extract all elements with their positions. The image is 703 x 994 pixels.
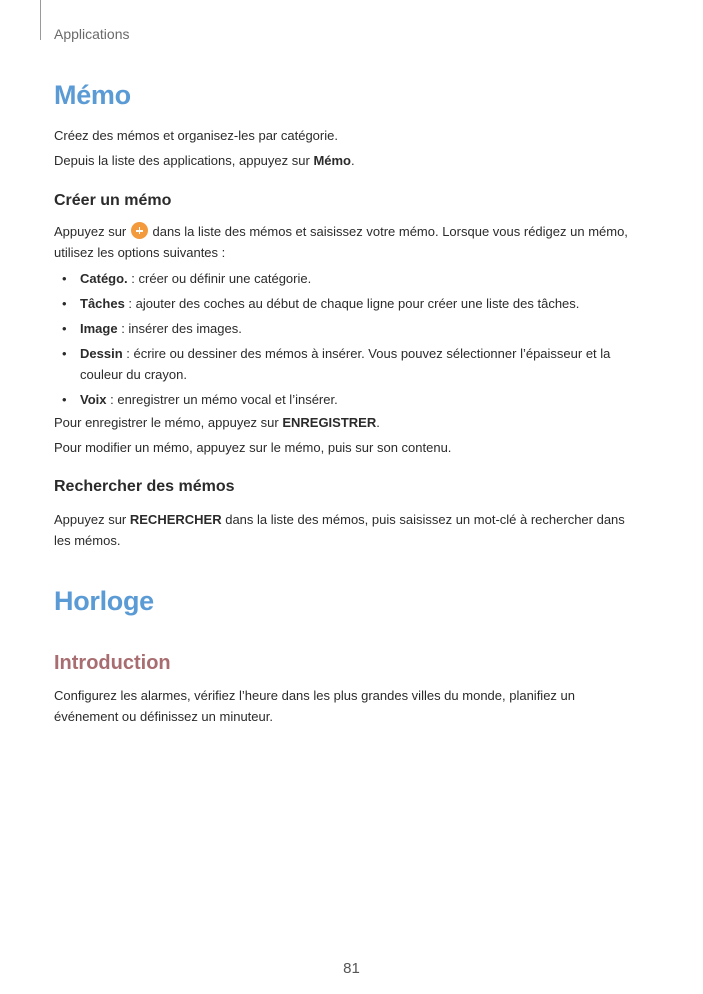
search-memo-paragraph <box>54 509 644 551</box>
option-desc: : écrire ou dessiner des mémos à insérer. Vous pouvez sélectionner l’épaisseur et la couleur du crayon. <box>80 346 611 382</box>
introduction-heading: Introduction <box>54 652 171 674</box>
text: dans la liste des mémos, puis saisissez un mot-clé à rechercher dans les mémos. <box>54 512 625 548</box>
text: . <box>351 153 355 168</box>
text: Pour enregistrer le mémo, appuyez sur <box>54 415 283 430</box>
save-instruction <box>54 412 654 433</box>
clock-title: Horloge <box>54 586 154 616</box>
memo-title: Mémo <box>54 80 131 110</box>
bullet: • <box>62 392 67 407</box>
memo-intro-2 <box>54 150 654 171</box>
bullet: • <box>62 321 67 336</box>
option-desc: : insérer des images. <box>117 321 242 336</box>
option-item <box>62 343 632 385</box>
option-desc: : ajouter des coches au début de chaque ligne pour créer une liste des tâches. <box>124 296 580 311</box>
option-desc: : enregistrer un mémo vocal et l’insérer. <box>106 392 338 407</box>
page-number: 81 <box>343 960 360 977</box>
bullet: • <box>62 271 67 286</box>
option-label: Dessin <box>80 346 123 361</box>
option-item <box>62 318 642 339</box>
text: . <box>376 415 380 430</box>
option-item <box>62 293 642 314</box>
create-memo-heading: Créer un mémo <box>54 192 172 209</box>
plus-circle-icon <box>131 222 148 239</box>
introduction-paragraph: Configurez les alarmes, vérifiez l’heure dans les plus grandes villes du monde, planifiez un événement ou définissez un minuteur. <box>54 688 575 724</box>
section-header: Applications <box>54 26 130 42</box>
save-label: ENREGISTRER <box>282 415 377 430</box>
option-label: Voix <box>80 392 107 407</box>
text: dans la liste des mémos et saisissez votre mémo. Lorsque vous rédigez un mémo, utilisez les options suivantes : <box>54 224 628 260</box>
option-item <box>62 389 642 410</box>
text: Depuis la liste des applications, appuyez sur <box>54 153 314 168</box>
option-label: Image <box>80 321 118 336</box>
search-memo-heading: Rechercher des mémos <box>54 478 235 495</box>
search-label: RECHERCHER <box>129 512 222 527</box>
option-label: Tâches <box>80 296 125 311</box>
bullet: • <box>62 346 67 361</box>
text: Appuyez sur <box>54 224 130 239</box>
memo-app-name: Mémo <box>313 153 351 168</box>
create-memo-paragraph <box>54 221 644 263</box>
edit-instruction: Pour modifier un mémo, appuyez sur le mémo, puis sur son contenu. <box>54 440 452 455</box>
text: Appuyez sur <box>54 512 130 527</box>
bullet: • <box>62 296 67 311</box>
memo-intro-1: Créez des mémos et organisez-les par catégorie. <box>54 128 338 143</box>
header-rule <box>40 0 41 40</box>
option-label: Catégo. <box>80 271 128 286</box>
option-desc: : créer ou définir une catégorie. <box>127 271 312 286</box>
option-item <box>62 268 642 289</box>
